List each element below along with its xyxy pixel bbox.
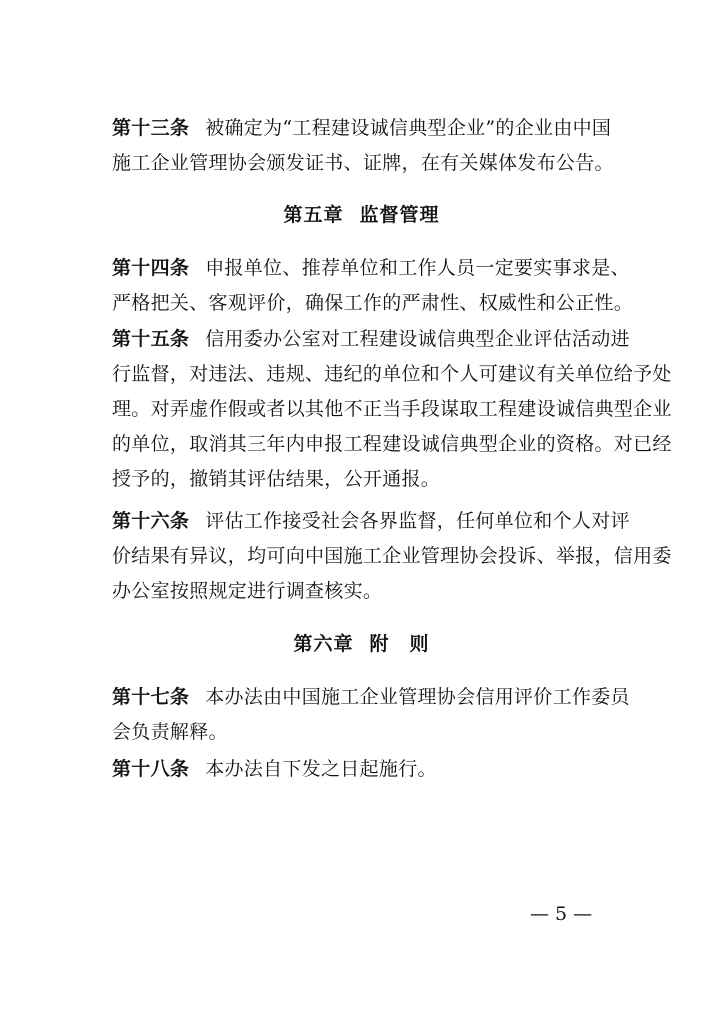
- article-18-line-1: 第十八条 本办法自下发之日起施行。: [112, 758, 437, 780]
- article-16-line-1: 第十六条 评估工作接受社会各界监督，任何单位和个人对评: [112, 510, 630, 532]
- article-18-label: 第十八条: [112, 758, 190, 780]
- article-16-label: 第十六条: [112, 510, 190, 532]
- article-17-line-1: 第十七条 本办法由中国施工企业管理协会信用评价工作委员: [112, 686, 630, 708]
- article-13-label: 第十三条: [112, 117, 190, 139]
- article-15-line-3: 理。对弄虚作假或者以其他不正当手段谋取工程建设诚信典型企业: [112, 398, 672, 420]
- article-15-line-4: 的单位，取消其三年内申报工程建设诚信典型企业的资格。对已经: [112, 433, 672, 455]
- article-15-label: 第十五条: [112, 328, 190, 350]
- article-17-line-2: 会负责解释。: [112, 721, 228, 743]
- article-14-line-2: 严格把关、客观评价，确保工作的严肃性、权威性和公正性。: [112, 292, 634, 314]
- article-16-line-2: 价结果有异议，均可向中国施工企业管理协会投诉、举报，信用委: [112, 545, 672, 567]
- article-15-line-5: 授予的，撤销其评估结果，公开通报。: [112, 468, 441, 490]
- article-14-label: 第十四条: [112, 257, 190, 279]
- article-14-line-1: 第十四条 申报单位、推荐单位和工作人员一定要实事求是、: [112, 257, 630, 279]
- article-13-line-2: 施工企业管理协会颁发证书、证牌，在有关媒体发布公告。: [112, 152, 614, 174]
- page-number: — 5 —: [530, 903, 593, 925]
- article-15-line-1: 第十五条 信用委办公室对工程建设诚信典型企业评估活动进: [112, 328, 630, 350]
- article-15-line-2: 行监督，对违法、违规、违纪的单位和个人可建议有关单位给予处: [112, 363, 672, 385]
- chapter-6-heading: 第六章 附 则: [293, 633, 430, 655]
- article-17-label: 第十七条: [112, 686, 190, 708]
- article-16-line-3: 办公室按照规定进行调查核实。: [112, 580, 383, 602]
- chapter-5-heading: 第五章 监督管理: [283, 204, 440, 226]
- article-13-line-1: 第十三条 被确定为“工程建设诚信典型企业”的企业由中国: [112, 117, 612, 139]
